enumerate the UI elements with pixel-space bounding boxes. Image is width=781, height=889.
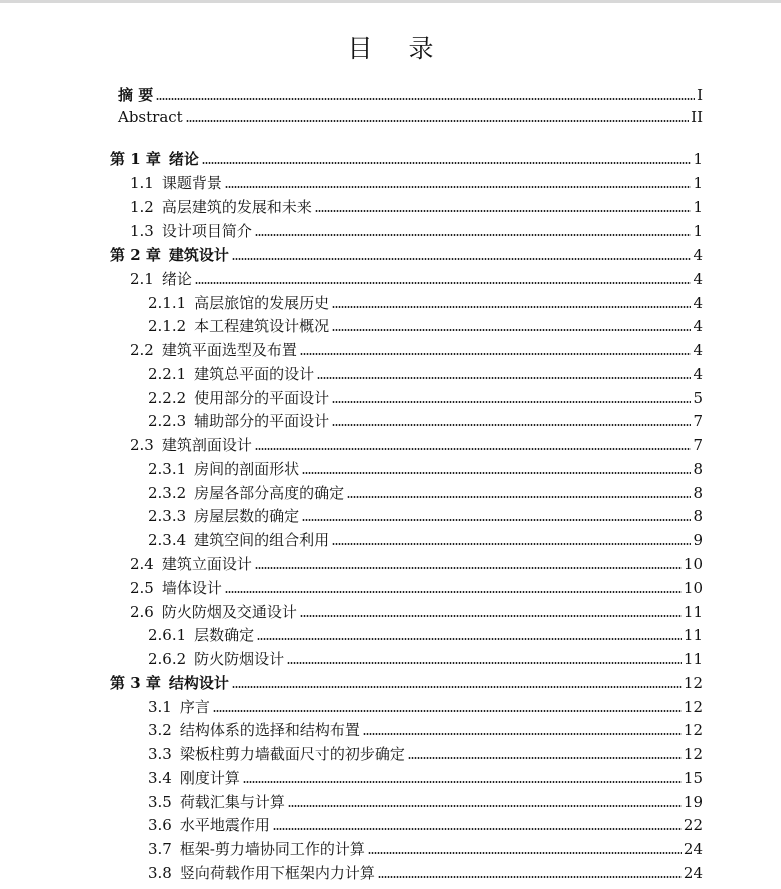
toc-entry-number: 2.5: [130, 579, 154, 597]
toc-entry-page: 12: [683, 745, 703, 763]
dot-leader: [332, 401, 691, 403]
toc-entry-number: 2.3.1: [148, 460, 187, 478]
toc-entry-title: 房屋层数的确定: [194, 507, 300, 525]
toc-entry-title: 使用部分的平面设计: [194, 389, 330, 407]
toc-entry[interactable]: [148, 482, 703, 504]
toc-entry-title: 层数确定: [194, 626, 255, 644]
toc-entry[interactable]: [130, 339, 703, 361]
toc-entry-page: 8: [693, 484, 703, 502]
toc-entry-title: Abstract: [118, 108, 183, 126]
toc-chapter-entry[interactable]: [110, 148, 703, 170]
toc-entry-page: II: [691, 108, 703, 126]
toc-entry-number: 3.2: [148, 721, 172, 739]
toc-entry-number: 2.6.1: [148, 626, 187, 644]
dot-leader: [255, 567, 682, 569]
toc-entry-title: 结构设计: [168, 674, 229, 692]
toc-entry-page: 1: [693, 198, 703, 216]
toc-entry-number: 第 3 章: [110, 674, 161, 692]
toc-entry-number: 第 1 章: [110, 150, 161, 168]
toc-entry[interactable]: [148, 719, 703, 741]
toc-entry-page: 5: [693, 389, 703, 407]
toc-entry-page: 10: [683, 579, 703, 597]
toc-entry-title: 本工程建筑设计概况: [194, 317, 330, 335]
toc-entry[interactable]: [148, 315, 703, 337]
toc-entry-page: 11: [683, 626, 703, 644]
dot-leader: [257, 638, 682, 640]
toc-entry-page: 1: [693, 174, 703, 192]
dot-leader: [315, 210, 692, 212]
toc-entry-page: 12: [683, 721, 703, 739]
toc-entry-number: 2.2.3: [148, 412, 187, 430]
toc-entry-page: 7: [693, 412, 703, 430]
toc-entry-page: I: [697, 86, 703, 104]
dot-leader: [408, 757, 682, 759]
toc-entry[interactable]: [148, 791, 703, 813]
dot-leader: [300, 615, 682, 617]
dot-leader: [317, 377, 691, 379]
toc-entry-title: 刚度计算: [179, 769, 240, 787]
toc-entry-number: 2.3: [130, 436, 154, 454]
dot-leader: [332, 329, 691, 331]
toc-entry[interactable]: [148, 814, 703, 836]
toc-entry-title: 竖向荷载作用下框架内力计算: [179, 864, 375, 882]
toc-entry-number: 2.2.1: [148, 365, 187, 383]
toc-entry-number: 2.6.2: [148, 650, 187, 668]
toc-entry[interactable]: [148, 505, 703, 527]
dot-leader: [332, 543, 691, 545]
toc-entry-number: 2.1.1: [148, 294, 187, 312]
dot-leader: [156, 98, 695, 100]
dot-leader: [255, 234, 692, 236]
toc-entry-title: 绪论: [168, 150, 199, 168]
toc-entry-number: 2.3.3: [148, 507, 187, 525]
toc-entry-title: 高层旅馆的发展历史: [194, 294, 330, 312]
toc-entry-number: 1.2: [130, 198, 154, 216]
toc-entry-page: 24: [683, 864, 703, 882]
toc-entry-number: 3.8: [148, 864, 172, 882]
toc-entry-page: 4: [693, 317, 703, 335]
dot-leader: [232, 686, 682, 688]
toc-chapter-entry[interactable]: [110, 244, 703, 266]
toc-entry-title: 房屋各部分高度的确定: [194, 484, 345, 502]
toc-entry-title: 摘 要: [118, 86, 154, 104]
toc-entry[interactable]: [130, 196, 703, 218]
toc-entry-title: 建筑平面选型及布置: [161, 341, 297, 359]
toc-entry-page: 12: [683, 674, 703, 692]
dot-leader: [186, 120, 689, 122]
toc-entry-title: 防火防烟设计: [194, 650, 285, 668]
toc-entry-number: 2.2: [130, 341, 154, 359]
toc-entry-number: 3.6: [148, 816, 172, 834]
dot-leader: [363, 733, 682, 735]
toc-entry-number: 3.7: [148, 840, 172, 858]
toc-entry-page: 4: [693, 246, 703, 264]
dot-leader: [202, 162, 692, 164]
toc-entry-page: 7: [693, 436, 703, 454]
toc-entry-page: 11: [683, 650, 703, 668]
toc-entry-page: 24: [683, 840, 703, 858]
dot-leader: [300, 353, 692, 355]
toc-entry-title: 建筑立面设计: [161, 555, 252, 573]
dot-leader: [378, 876, 682, 878]
dot-leader: [332, 306, 691, 308]
toc-entry-title: 水平地震作用: [179, 816, 270, 834]
dot-leader: [302, 472, 691, 474]
toc-entry[interactable]: [110, 84, 703, 106]
toc-entry-title: 序言: [179, 698, 210, 716]
toc-entry-number: 3.3: [148, 745, 172, 763]
toc-entry-number: 2.4: [130, 555, 154, 573]
toc-entry-number: 2.1: [130, 270, 154, 288]
toc-entry-page: 1: [693, 222, 703, 240]
toc-entry[interactable]: [148, 458, 703, 480]
toc-entry[interactable]: [130, 434, 703, 456]
toc-entry[interactable]: [130, 553, 703, 575]
toc-entry-number: 第 2 章: [110, 246, 161, 264]
toc-entry-number: 2.1.2: [148, 317, 187, 335]
dot-leader: [195, 282, 692, 284]
toc-chapter-entry[interactable]: [110, 672, 703, 694]
toc-entry[interactable]: [148, 648, 703, 670]
dot-leader: [243, 781, 682, 783]
toc-entry-title: 设计项目简介: [161, 222, 252, 240]
toc-entry-number: 1.1: [130, 174, 154, 192]
toc-entry[interactable]: [148, 862, 703, 884]
toc-entry-number: 1.3: [130, 222, 154, 240]
toc-entry-number: 2.3.2: [148, 484, 187, 502]
toc-entry-title: 梁板柱剪力墙截面尺寸的初步确定: [179, 745, 405, 763]
dot-leader: [213, 710, 682, 712]
toc-entry[interactable]: [148, 696, 703, 718]
dot-leader: [255, 448, 692, 450]
dot-leader: [332, 424, 691, 426]
toc-entry-page: 9: [693, 531, 703, 549]
toc-entry[interactable]: [148, 387, 703, 409]
dot-leader: [368, 852, 682, 854]
dot-leader: [287, 662, 682, 664]
dot-leader: [273, 828, 682, 830]
toc-entry-title: 建筑设计: [168, 246, 229, 264]
toc-entry-page: 4: [693, 294, 703, 312]
toc-entry-number: 3.4: [148, 769, 172, 787]
toc-entry[interactable]: [148, 838, 703, 860]
toc-entry[interactable]: [148, 767, 703, 789]
dot-leader: [347, 496, 691, 498]
toc-entry[interactable]: [130, 220, 703, 242]
page-title: 目 录: [347, 33, 448, 63]
page-top-border: [0, 0, 781, 3]
toc-entry-title: 建筑剖面设计: [161, 436, 252, 454]
toc-entry-title: 绪论: [161, 270, 192, 288]
toc-entry-title: 荷载汇集与计算: [179, 793, 285, 811]
dot-leader: [288, 805, 682, 807]
toc-entry[interactable]: [110, 106, 703, 128]
toc-entry-title: 建筑空间的组合利用: [194, 531, 330, 549]
toc-entry-title: 建筑总平面的设计: [194, 365, 315, 383]
toc-entry-page: 8: [693, 507, 703, 525]
toc-entry-page: 4: [693, 341, 703, 359]
toc-entry-page: 10: [683, 555, 703, 573]
dot-leader: [302, 519, 691, 521]
toc-entry-page: 19: [683, 793, 703, 811]
toc-entry-title: 防火防烟及交通设计: [161, 603, 297, 621]
toc-entry-number: 2.6: [130, 603, 154, 621]
toc-entry[interactable]: [148, 743, 703, 765]
toc-entry-title: 高层建筑的发展和未来: [161, 198, 312, 216]
toc-entry[interactable]: [148, 529, 703, 551]
toc-entry-title: 墙体设计: [161, 579, 222, 597]
toc-entry-number: 2.2.2: [148, 389, 187, 407]
toc-entry[interactable]: [148, 363, 703, 385]
toc-entry[interactable]: [130, 172, 703, 194]
toc-entry-title: 课题背景: [161, 174, 222, 192]
toc-entry-page: 22: [683, 816, 703, 834]
toc-entry[interactable]: [130, 268, 703, 290]
toc-entry-title: 框架-剪力墙协同工作的计算: [179, 840, 365, 858]
toc-entry[interactable]: [130, 577, 703, 599]
toc-entry-page: 12: [683, 698, 703, 716]
toc-entry-title: 房间的剖面形状: [194, 460, 300, 478]
toc-entry[interactable]: [148, 624, 703, 646]
toc-entry-page: 4: [693, 270, 703, 288]
toc-entry-title: 结构体系的选择和结构布置: [179, 721, 360, 739]
dot-leader: [225, 186, 692, 188]
toc-entry-number: 2.3.4: [148, 531, 187, 549]
toc-entry-number: 3.5: [148, 793, 172, 811]
toc-entry-page: 1: [693, 150, 703, 168]
toc-entry-page: 15: [683, 769, 703, 787]
dot-leader: [225, 591, 682, 593]
toc-entry-number: 3.1: [148, 698, 172, 716]
toc-entry[interactable]: [130, 601, 703, 623]
toc-entry-page: 11: [683, 603, 703, 621]
toc-entry-page: 8: [693, 460, 703, 478]
toc-entry-title: 辅助部分的平面设计: [194, 412, 330, 430]
toc-entry[interactable]: [148, 410, 703, 432]
toc-entry[interactable]: [148, 292, 703, 314]
toc-entry-page: 4: [693, 365, 703, 383]
dot-leader: [232, 258, 692, 260]
